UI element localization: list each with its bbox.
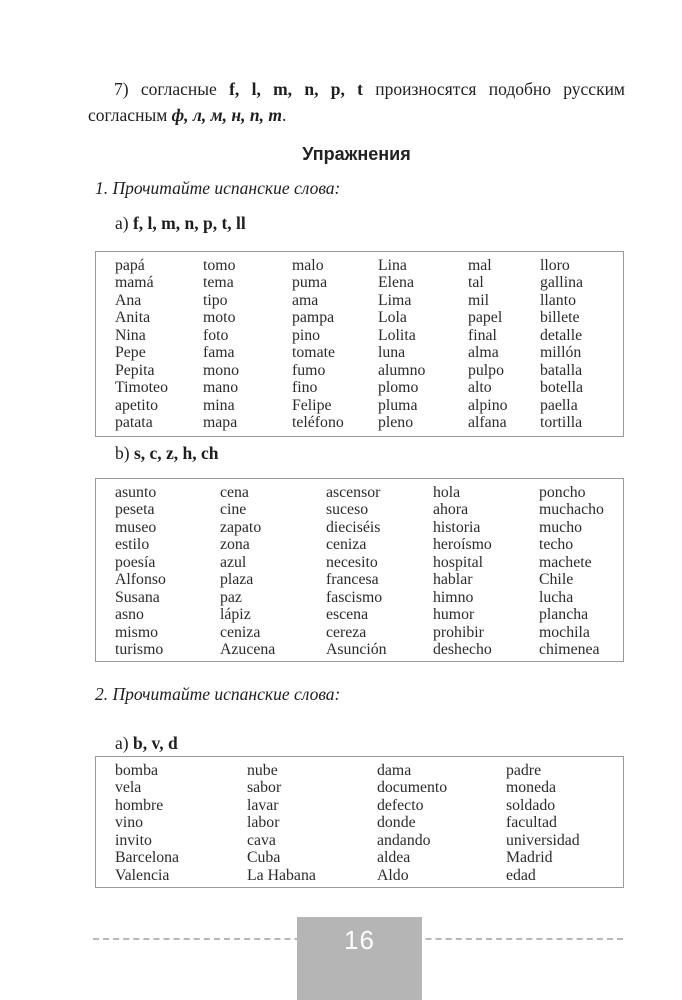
word-cell: Lima xyxy=(378,291,412,309)
word-cell: mochila xyxy=(539,623,590,641)
section-heading: Упражнения xyxy=(302,144,411,164)
intro-line-1 xyxy=(88,76,625,102)
word-cell: tomate xyxy=(292,344,335,362)
word-cell: fumo xyxy=(292,361,326,379)
word-cell: tortilla xyxy=(540,414,583,432)
word-cell: hablar xyxy=(433,571,473,589)
word-cell: mismo xyxy=(115,623,159,641)
word-cell: ascensor xyxy=(326,484,381,501)
word-cell: batalla xyxy=(540,361,583,379)
word-cell: gallina xyxy=(540,274,583,292)
page-number: 16 xyxy=(344,925,375,955)
word-cell: muchacho xyxy=(539,501,604,519)
word-cell: azul xyxy=(220,553,247,571)
word-cell: poncho xyxy=(539,484,586,501)
word-cell: mil xyxy=(468,291,490,309)
word-cell: padre xyxy=(506,762,542,779)
word-cell: botella xyxy=(540,379,583,397)
word-cell: billete xyxy=(540,309,580,327)
word-cell: nube xyxy=(247,762,278,779)
word-cell: pampa xyxy=(292,309,335,327)
word-cell: puma xyxy=(292,274,328,292)
intro-line-2 xyxy=(88,102,625,128)
word-cell: soldado xyxy=(506,796,556,814)
word-cell: apetito xyxy=(115,396,158,414)
word-cell: pulpo xyxy=(468,361,504,379)
word-cell: Cuba xyxy=(247,849,281,867)
word-cell: escena xyxy=(326,606,369,624)
word-cell: plancha xyxy=(539,606,589,624)
exercise-2-section-a-label xyxy=(115,733,178,754)
word-cell: aldea xyxy=(377,849,411,867)
word-cell: Timoteo xyxy=(115,379,168,397)
word-cell: Aldo xyxy=(377,866,409,884)
word-grid xyxy=(96,757,623,889)
section-letters: b, v, d xyxy=(132,733,178,753)
exercise-1-title: 1. Прочитайте испанские слова: xyxy=(95,178,341,198)
word-cell: lucha xyxy=(539,588,574,606)
section-marker: b) xyxy=(115,443,134,463)
word-cell: bomba xyxy=(115,762,158,779)
word-cell: cena xyxy=(220,484,249,501)
word-cell: Pepita xyxy=(115,361,155,379)
word-cell: chimenea xyxy=(539,641,600,659)
word-cell: Susana xyxy=(115,588,160,606)
word-cell: ceniza xyxy=(326,536,367,554)
word-cell: Barcelona xyxy=(115,849,180,867)
word-cell: Lolita xyxy=(378,326,416,344)
word-cell: Azucena xyxy=(220,641,276,659)
word-cell: techo xyxy=(539,536,574,554)
word-cell: Anita xyxy=(115,309,151,327)
word-cell: museo xyxy=(115,518,157,536)
word-cell: Asunción xyxy=(326,641,387,659)
word-cell: paz xyxy=(220,588,242,606)
word-cell: poesía xyxy=(115,553,156,571)
intro-text: 7) согласные xyxy=(114,79,230,99)
word-cell: mina xyxy=(203,396,235,414)
exercise-1-section-a-label xyxy=(115,213,246,234)
word-cell: cereza xyxy=(326,623,367,641)
word-cell: tipo xyxy=(203,291,228,309)
intro-text: согласным xyxy=(88,105,172,125)
word-cell: Elena xyxy=(378,274,414,292)
word-cell: malo xyxy=(292,257,324,274)
word-cell: Madrid xyxy=(506,849,553,867)
page-number-box xyxy=(297,917,422,1000)
intro-bold-cyrillic-letters: ф, л, м, н, п, т xyxy=(171,105,282,125)
word-cell: tomo xyxy=(203,257,236,274)
word-cell: himno xyxy=(433,588,474,606)
word-cell: facultad xyxy=(506,814,557,832)
word-cell: pleno xyxy=(378,414,414,432)
section-marker: a) xyxy=(115,733,133,753)
word-cell: Ana xyxy=(115,291,142,309)
word-cell: cava xyxy=(247,831,276,849)
word-cell: moneda xyxy=(506,779,557,797)
word-cell: La Habana xyxy=(247,866,316,884)
word-cell: andando xyxy=(377,831,431,849)
word-grid xyxy=(96,479,623,664)
word-cell: hospital xyxy=(433,553,484,571)
word-cell: donde xyxy=(377,814,416,832)
word-cell: lápiz xyxy=(220,606,251,624)
word-cell: plomo xyxy=(378,379,419,397)
word-cell: Alfonso xyxy=(115,571,166,589)
word-cell: heroísmo xyxy=(433,536,492,554)
word-cell: final xyxy=(468,326,497,344)
word-cell: lavar xyxy=(247,796,279,814)
word-cell: humor xyxy=(433,606,475,624)
word-grid xyxy=(96,252,623,437)
intro-bold-latin-letters: f, l, m, n, p, t xyxy=(229,79,363,99)
word-cell: fino xyxy=(292,379,318,397)
word-cell: alma xyxy=(468,344,499,362)
word-cell: turismo xyxy=(115,641,164,659)
word-cell: tal xyxy=(468,274,484,292)
word-cell: vino xyxy=(115,814,144,832)
word-table-1b xyxy=(95,478,624,662)
word-cell: pluma xyxy=(378,396,418,414)
word-cell: invito xyxy=(115,831,152,849)
word-cell: Valencia xyxy=(115,866,170,884)
word-cell: Lina xyxy=(378,257,407,274)
word-cell: teléfono xyxy=(292,414,344,432)
word-cell: edad xyxy=(506,866,536,884)
intro-text: . xyxy=(281,105,287,125)
word-cell: fascismo xyxy=(326,588,383,606)
word-cell: francesa xyxy=(326,571,379,589)
word-cell: defecto xyxy=(377,796,424,814)
word-cell: alfana xyxy=(468,414,507,432)
section-marker: a) xyxy=(115,213,133,233)
word-cell: sabor xyxy=(247,779,282,797)
word-cell: llanto xyxy=(540,291,576,309)
word-cell: Pepe xyxy=(115,344,146,362)
word-cell: historia xyxy=(433,518,481,536)
word-cell: suceso xyxy=(326,501,369,519)
word-cell: luna xyxy=(378,344,406,362)
word-cell: patata xyxy=(115,414,153,432)
word-cell: hombre xyxy=(115,796,164,814)
word-cell: prohibir xyxy=(433,623,484,641)
word-cell: mucho xyxy=(539,518,582,536)
word-cell: plaza xyxy=(220,571,254,589)
word-cell: hola xyxy=(433,484,461,501)
word-cell: alto xyxy=(468,379,492,397)
word-cell: ama xyxy=(292,291,319,309)
section-letters: s, c, z, h, ch xyxy=(133,443,219,463)
word-cell: alumno xyxy=(378,361,426,379)
word-cell: mapa xyxy=(203,414,238,432)
word-cell: mamá xyxy=(115,274,154,292)
word-cell: mal xyxy=(468,257,492,274)
word-cell: peseta xyxy=(115,501,155,519)
intro-text: произносятся подобно русским xyxy=(362,79,626,99)
word-cell: moto xyxy=(203,309,236,327)
word-cell: necesito xyxy=(326,553,378,571)
word-cell: Chile xyxy=(539,571,574,589)
word-cell: lloro xyxy=(540,257,570,274)
word-cell: estilo xyxy=(115,536,150,554)
word-cell: universidad xyxy=(506,831,580,849)
word-cell: mano xyxy=(203,379,239,397)
word-cell: asno xyxy=(115,606,144,624)
word-cell: dieciséis xyxy=(326,518,381,536)
word-cell: Felipe xyxy=(292,396,332,414)
word-cell: zapato xyxy=(220,518,262,536)
word-cell: millón xyxy=(540,344,582,362)
word-cell: pino xyxy=(292,326,321,344)
word-cell: detalle xyxy=(540,326,583,344)
word-table-2a xyxy=(95,756,624,888)
word-cell: cine xyxy=(220,501,247,519)
word-cell: zona xyxy=(220,536,250,554)
word-cell: mono xyxy=(203,361,239,379)
word-cell: machete xyxy=(539,553,592,571)
word-cell: fama xyxy=(203,344,235,362)
intro-paragraph xyxy=(88,76,625,128)
word-cell: asunto xyxy=(115,484,157,501)
word-cell: paella xyxy=(540,396,578,414)
word-table-1a xyxy=(95,251,624,437)
word-cell: ahora xyxy=(433,501,469,519)
word-cell: dama xyxy=(377,762,412,779)
exercise-2-title: 2. Прочитайте испанские слова: xyxy=(95,684,341,704)
word-cell: labor xyxy=(247,814,280,832)
word-cell: papá xyxy=(115,257,145,274)
word-cell: alpino xyxy=(468,396,508,414)
word-cell: Lola xyxy=(378,309,407,327)
word-cell: vela xyxy=(115,779,142,797)
word-cell: deshecho xyxy=(433,641,492,659)
word-cell: ceniza xyxy=(220,623,261,641)
word-cell: tema xyxy=(203,274,234,292)
word-cell: foto xyxy=(203,326,229,344)
exercise-1-section-b-label xyxy=(115,443,219,464)
section-letters: f, l, m, n, p, t, ll xyxy=(132,213,246,233)
word-cell: papel xyxy=(468,309,503,327)
word-cell: documento xyxy=(377,779,448,797)
word-cell: Nina xyxy=(115,326,146,344)
